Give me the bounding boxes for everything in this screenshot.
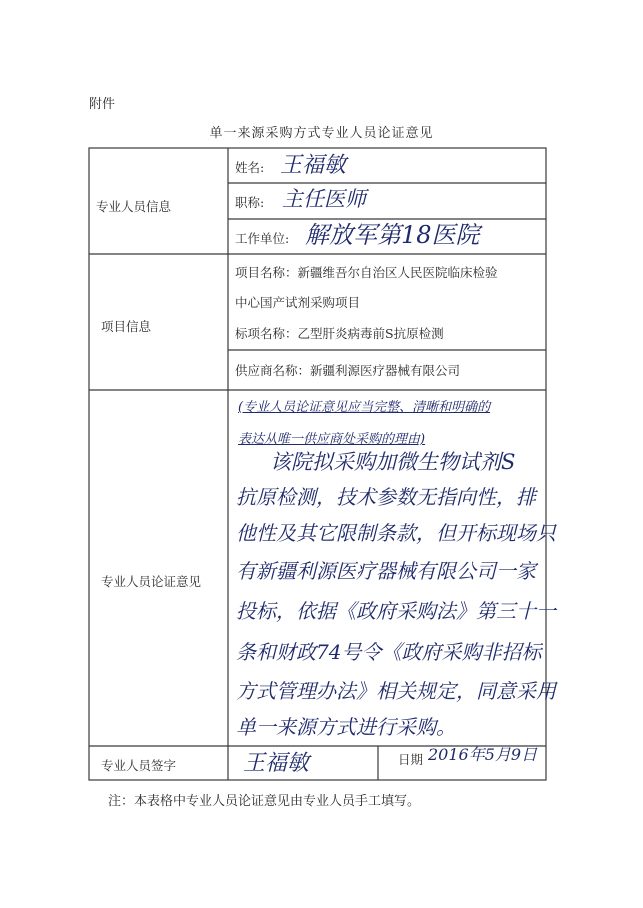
work-unit-label: 工作单位: xyxy=(235,231,290,246)
opinion-handwritten-line: 有新疆利源医疗器械有限公司一家 xyxy=(236,559,536,583)
opinion-handwritten-line: 抗原检测，技术参数无指向性，排 xyxy=(236,485,536,509)
lot-name: 标项名称：乙型肝炎病毒前S抗原检测 xyxy=(235,326,444,341)
project-name-continued: 中心国产试剂采购项目 xyxy=(235,295,361,310)
attachment-label: 附件 xyxy=(89,97,116,112)
opinion-handwritten-line: 投标，依据《政府采购法》第三十一 xyxy=(236,599,556,623)
title-label: 职称: xyxy=(235,195,265,210)
name-label: 姓名: xyxy=(235,160,265,175)
date-handwritten: 2016年5月9日 xyxy=(428,745,538,764)
opinion-handwritten-line: 方式管理办法》相关规定，同意采用 xyxy=(236,679,556,703)
opinion-label: 专业人员论证意见 xyxy=(101,574,202,589)
date-label: 日期 xyxy=(398,752,424,767)
title-handwritten: 主任医师 xyxy=(282,187,366,211)
name-handwritten: 王福敏 xyxy=(280,153,347,178)
opinion-handwritten-line: 条和财政74号令《政府采购非招标 xyxy=(236,640,542,664)
project-info-label: 项目信息 xyxy=(101,319,152,334)
opinion-instruction-line2: 表达从唯一供应商处采购的理由) xyxy=(238,432,426,447)
personnel-info-label: 专业人员信息 xyxy=(96,199,172,214)
form-title: 单一来源采购方式专业人员论证意见 xyxy=(209,126,434,141)
supplier-name: 供应商名称：新疆利源医疗器械有限公司 xyxy=(235,363,461,378)
footer-note: 注：本表格中专业人员论证意见由专业人员手工填写。 xyxy=(108,794,421,809)
opinion-handwritten-line: 他性及其它限制条款，但开标现场只 xyxy=(236,521,556,545)
opinion-instruction-line1: (专业人员论证意见应当完整、清晰和明确的 xyxy=(238,400,491,415)
project-name: 项目名称：新疆维吾尔自治区人民医院临床检验 xyxy=(235,265,498,280)
signature-label: 专业人员签字 xyxy=(101,758,177,773)
opinion-handwritten-line: 单一来源方式进行采购。 xyxy=(236,715,456,739)
opinion-handwritten-line: 该院拟采购加微生物试剂S xyxy=(270,450,516,474)
signature-handwritten: 王福敏 xyxy=(243,751,310,776)
work-unit-handwritten: 解放军第18医院 xyxy=(305,221,480,249)
